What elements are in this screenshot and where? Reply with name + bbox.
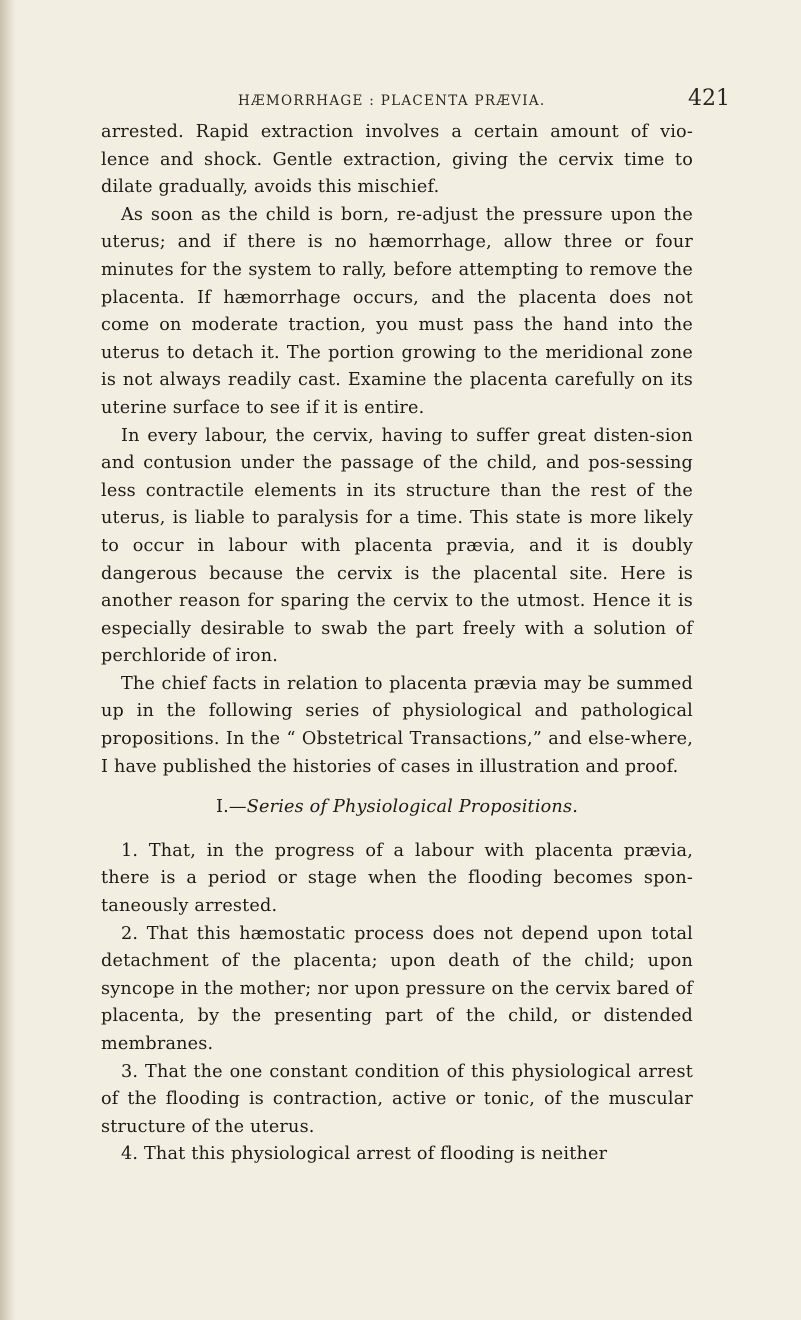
proposition: 4. That this physiological arrest of flooding is neither bbox=[121, 1144, 608, 1165]
running-header: HÆMORRHAGE : PLACENTA PRÆVIA. bbox=[238, 93, 546, 109]
paragraph: As soon as the child is born, re-adjust the pressure upon the uterus; and if there is no hæmorrhage, allow three or four minutes for the system to rally, before attempting to remove the placenta. If hæmorrhage occurs, and the placenta does not come on moderate traction, you must pass the hand into the uterus to detach it. The portion growing to the meridional zone is not always readily cast. Examine the placenta carefully on its uterine surface to see if it is entire. bbox=[101, 204, 693, 418]
proposition: 1. That, in the progress of a labour with placenta prævia, there is a period or stage when the flooding becomes spon-taneously arrested. bbox=[101, 840, 693, 917]
section-heading bbox=[101, 794, 693, 822]
paragraph: arrested. Rapid extraction involves a certain amount of vio-lence and shock. Gentle extraction, giving the cervix time to dilate gradually, avoids this mischief. bbox=[101, 122, 693, 198]
proposition: 2. That this hæmostatic process does not depend upon total detachment of the placenta; upon death of the child; upon syncope in the mother; nor upon pressure on the cervix bared of placenta, by the presenting part of the child, or distended membranes. bbox=[101, 923, 693, 1054]
body-text bbox=[101, 119, 693, 1169]
page-number: 421 bbox=[688, 86, 730, 111]
proposition: 3. That the one constant condition of this physiological arrest of the flooding is contraction, active or tonic, of the muscular structure of the uterus. bbox=[101, 1061, 693, 1137]
paragraph: In every labour, the cervix, having to suffer great disten-sion and contusion under the passage of the child, and pos-sessing less contractile elements in its structure than the rest of the uterus, is liable to paralysis for a time. This state is more likely to occur in labour with placenta prævia, and it is doubly dangerous because the cervix is the placental site. Here is another reason for sparing the cervix to the utmost. Hence it is especially desirable to swab the part freely with a solution of perchloride of iron. bbox=[101, 425, 693, 667]
page-gutter-shadow bbox=[0, 0, 16, 1320]
section-number: I.— bbox=[215, 797, 247, 818]
paragraph: The chief facts in relation to placenta prævia may be summed up in the following series of physiological and pathological propositions. In the “ Obstetrical Transactions,” and else-where, I have published the histories of cases in illustration and proof. bbox=[101, 673, 693, 777]
section-title: Series of Physiological Propositions. bbox=[246, 797, 578, 818]
